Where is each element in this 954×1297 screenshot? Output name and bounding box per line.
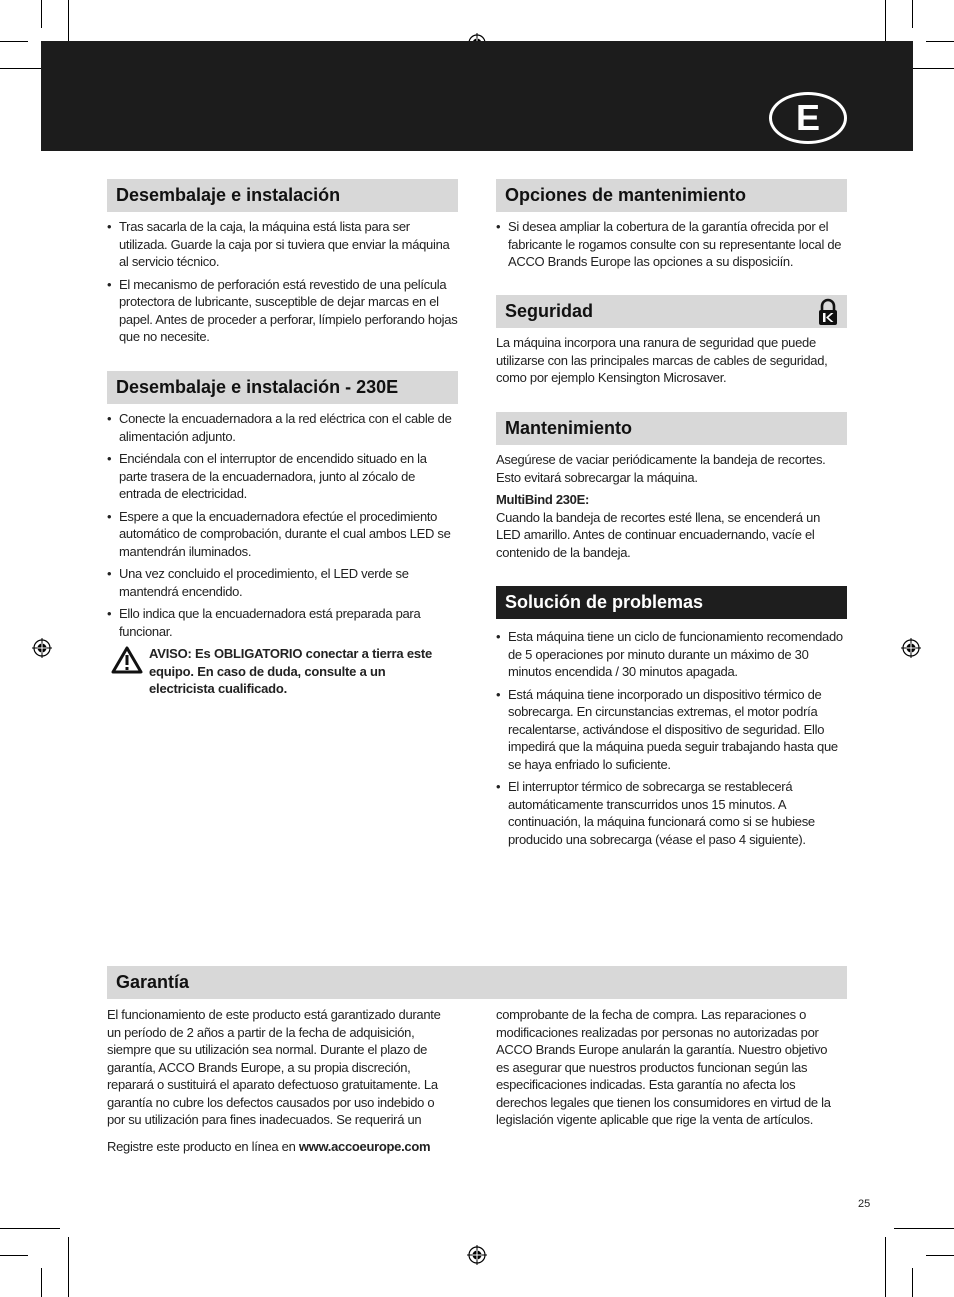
list-item: • Una vez concluido el procedimiento, el LED verde se mantendrá encendido.	[107, 565, 458, 600]
register-link[interactable]: www.accoeurope.com	[298, 1138, 431, 1154]
registration-mark-icon	[32, 638, 52, 658]
register-prefix: Registre este producto en línea en	[107, 1138, 299, 1154]
heading-maintenance: Mantenimiento	[496, 412, 847, 445]
crop-mark	[926, 41, 954, 42]
crop-mark	[41, 0, 42, 28]
warranty-col-1	[107, 1006, 447, 1155]
maintenance-subtext: Cuando la bandeja de recortes esté llena, se encenderá un LED amarillo. Antes de continuar encuadernando, vacíe el contenido de la bandeja.	[496, 509, 821, 560]
language-badge: E	[769, 92, 847, 144]
crop-mark	[41, 1268, 42, 1297]
heading-unpacking-230e: Desembalaje e instalación - 230E	[107, 371, 458, 404]
heading-troubleshooting: Solución de problemas	[496, 586, 847, 619]
warranty-col-2	[496, 1006, 841, 1129]
list-item: • Tras sacarla de la caja, la máquina está lista para ser utilizada. Guarde la caja por si tuviera que enviar la máquina al servicio técnico.	[107, 218, 458, 271]
crop-mark	[0, 1228, 60, 1229]
page-number: 25	[858, 1198, 871, 1210]
list-item: • Conecte la encuadernadora a la red eléctrica con el cable de alimentación adjunto.	[107, 410, 458, 445]
crop-mark	[0, 41, 28, 42]
warning-text: AVISO: Es OBLIGATORIO conectar a tierra este equipo. En caso de duda, consulte a un electricista cualificado.	[149, 646, 433, 696]
register-line	[107, 1138, 447, 1156]
list-item: • Está máquina tiene incorporado un dispositivo térmico de sobrecarga. En circunstancias extremas, el motor podría recalentarse, activándose el dispositivo de seguridad. Ello impedirá que la máquina pueda seguir trabajando hasta que se haya enfriado lo suficiente.	[496, 686, 847, 774]
list-item: • Si desea ampliar la cobertura de la garantía ofrecida por el fabricante le rogamos consulte con su representante local de ACCO Brands Europe las opciones a su disposiciín.	[496, 218, 847, 271]
heading-maintenance-options: Opciones de mantenimiento	[496, 179, 847, 212]
warranty-text-1: El funcionamiento de este producto está garantizado durante un período de 2 años a partir de la fecha de adquisición, siempre que su utilización sea normal. Durante el plazo de garantía, ACCO Brands Europe, a su propia discreción, reparará o sustituirá el aparato defectuoso gratuitamente. La garantía no cubre los defectos causados por uso indebido o por su utilización para fines inadecuados. Se requerirá un	[107, 1007, 441, 1127]
list-item: • El mecanismo de perforación está revestido de una película protectora de lubricante, susceptible de dejar marcas en el papel. Antes de proceder a perforar, límpielo perforando hojas que no necesite.	[107, 276, 458, 346]
heading-warranty: Garantía	[107, 966, 847, 999]
kensington-lock-icon	[817, 298, 839, 326]
list-item: • Ello indica que la encuadernadora está preparada para funcionar.	[107, 605, 458, 640]
heading-security	[496, 295, 847, 328]
maintenance-subheading: MultiBind 230E:	[496, 492, 590, 507]
list-item: • El interruptor térmico de sobrecarga se restablecerá automáticamente transcurridos unos 15 minutos. A continuación, la máquina funcionará como si se hubiese producido una sobrecarga (véase el paso 4 siguiente).	[496, 778, 847, 848]
warning-block	[107, 645, 444, 698]
crop-mark	[68, 1237, 69, 1297]
troubleshooting-section	[496, 628, 847, 853]
maintenance-section	[496, 451, 847, 561]
registration-mark-icon	[901, 638, 921, 658]
maintenance-text: Asegúrese de vaciar periódicamente la bandeja de recortes. Esto evitará sobrecargar la máquina.	[496, 452, 826, 485]
crop-mark	[926, 1255, 954, 1256]
crop-mark	[912, 0, 913, 28]
security-section	[496, 334, 847, 387]
crop-mark	[885, 1237, 886, 1297]
list-item: • Enciéndala con el interruptor de encendido situado en la parte trasera de la encuadernadora, junto al zócalo de entrada de electricidad.	[107, 450, 458, 503]
unpacking-230e-section	[107, 410, 458, 698]
crop-mark	[894, 1228, 954, 1229]
heading-unpacking: Desembalaje e instalación	[107, 179, 458, 212]
list-item: • Esta máquina tiene un ciclo de funcionamiento recomendado de 5 operaciones por minuto durante un máximo de 30 minutos encendida / 30 minutos apagada.	[496, 628, 847, 681]
maintenance-options-section	[496, 218, 847, 276]
security-text: La máquina incorpora una ranura de seguridad que puede utilizarse con las principales marcas de cables de seguridad, como por ejemplo Kensington Microsaver.	[496, 335, 828, 385]
unpacking-section	[107, 218, 458, 351]
warning-icon	[111, 646, 143, 674]
crop-mark	[0, 1255, 28, 1256]
warranty-text-2: comprobante de la fecha de compra. Las reparaciones o modificaciones realizadas por personas no autorizadas por ACCO Brands Europe anularán la garantía. Nuestro objetivo es asegurar que nuestros productos funcionan según las especificaciones indicadas. Esta garantía no afecta los derechos legales que tienen los consumidores en virtud de la legislación vigente aplicable que rige la venta de artículos.	[496, 1007, 831, 1127]
registration-mark-icon	[467, 1245, 487, 1265]
list-item: • Espere a que la encuadernadora efectúe el procedimiento automático de comprobación, durante el cual ambos LED se mantendrán iluminados.	[107, 508, 458, 561]
crop-mark	[912, 1268, 913, 1297]
heading-security-label: Seguridad	[505, 301, 594, 321]
